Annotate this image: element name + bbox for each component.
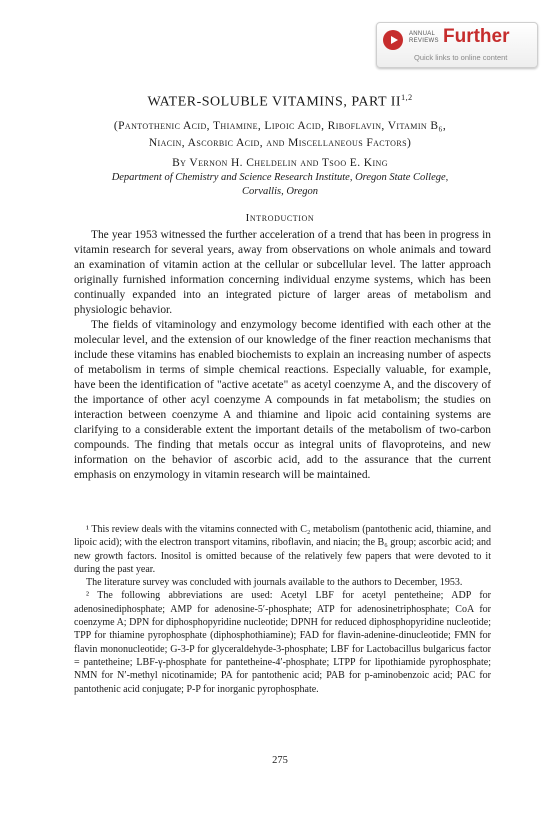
- footnote: ² The following abbreviations are used: Acetyl LBF for acetyl pentetheine; ADP for adenosinediphosphate; AMP for adenosine-5′-phosphate; ATP for adenosinetriphosphate; CoA for coenzyme A; DPN for diphosphopyridine nucleotide; DPNH for reduced diphosphopyridine nucleotide; TPP for thiamine pyrophosphate (diphosphothiamine); FAD for flavin-adenine-dinucleotide; FMN for flavin mononucleotide; G-3-P for glyceraldehyde-3-phosphate; LBF for Lactobacillus bulgaricus factor = pantetheine; LBF-γ-phosphate for pantetheine-4′-phosphate; LTPP for lipothiamide pyrophosphate; NMN for N′-methyl nicotinamide; PA for pantothenic acid; PAB for p-aminobenzoic acid; PAC for pantothenic acid conjugate; P-P for inorganic pyrophosphate.: [74, 590, 491, 695]
- further-badge[interactable]: [376, 22, 538, 68]
- footnote: ¹ This review deals with the vitamins connected with C₂ metabolism (pantothenic acid, thiamine, and lipoic acid); with the electron transport vitamins, riboflavin, and niacin; the B₆ group; ascorbic acid; and new growth factors. Inositol is omitted because of the relatively few papers that were devoted to it during the past year.: [74, 524, 491, 575]
- section-heading: Introduction: [245, 212, 315, 224]
- body-paragraph: The year 1953 witnessed the further acceleration of a trend that has been in progress in vitamin research for several years, away from observations on whole animals and toward an examination of vitamin action at the cellular or subcellular level. The latter approach originally furnished information concerning individual enzyme systems, which has been continually expanded into an integrated picture of larger areas of metabolism and physiologic behavior.: [74, 229, 491, 316]
- further-word: Further: [443, 26, 510, 47]
- article-authors: By Vernon H. Cheldelin and Tsoo E. King: [172, 157, 388, 169]
- page-number: 275: [272, 755, 288, 766]
- footnotes: [74, 523, 491, 696]
- play-icon: [383, 30, 403, 50]
- footnote: The literature survey was concluded with journals available to the authors to December, 1953.: [86, 577, 463, 589]
- further-subtitle: Quick links to online content: [414, 53, 508, 62]
- article-topics: (Pantothenic Acid, Thiamine, Lipoic Acid, Riboflavin, Vitamin B₆, Niacin, Ascorbic Acid, and Miscellaneous Factors): [113, 120, 447, 149]
- author-affiliation: Department of Chemistry and Science Research Institute, Oregon State College, Corvallis, Oregon: [111, 172, 449, 197]
- article-body: [74, 228, 491, 483]
- body-paragraph: The fields of vitaminology and enzymology become identified with each other at the molecular level, and the extension of our knowledge of the finer reaction mechanisms that include these vitamins has enabled biochemists to explain an increasing number of aspects of metabolism in terms of simple chemical reactions. Especially valuable, for example, have been the identification of "active acetate" as acetyl coenzyme A, and the discovery of the importance of other acyl coenzyme A compounds in fat metabolism; the studies on interaction between coenzyme A and thiamine and lipoic acid containing systems are clarifying to a considerable extent the important details of the metabolism of two-carbon compounds. The finding that metals occur as integral units of flavoproteins, and new information on the behavior of ascorbic acid, add to the assurance that the current emphasis on enzymology in vitamin research will be maintained.: [74, 319, 491, 481]
- publisher-mark: ANNUAL REVIEWS: [409, 31, 439, 44]
- article-title: WATER-SOLUBLE VITAMINS, PART II$^{1,2}$: [147, 93, 413, 110]
- title-footnote-ref: 1,2: [401, 93, 413, 102]
